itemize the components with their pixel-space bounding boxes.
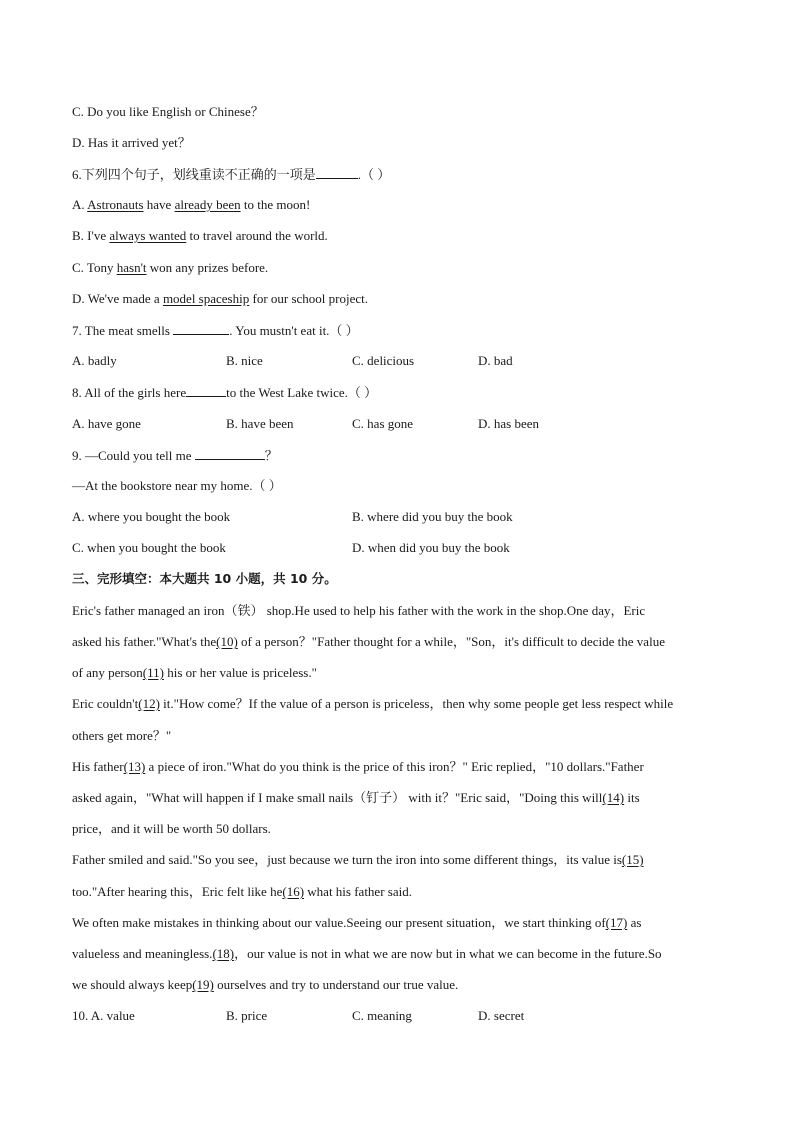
q9-answer-blank bbox=[195, 447, 265, 460]
section-3-title: 三、完形填空：本大题共 10 小题，共 10 分。 bbox=[72, 571, 337, 586]
q6-answer-blank bbox=[316, 166, 358, 179]
passage-text: asked again，"What will happen if I make small nails（钉子） with it？"Eric said，"Doing this will bbox=[72, 790, 603, 805]
q5-option-c: C. Do you like English or Chinese？ bbox=[72, 104, 264, 119]
blank-15: (15) bbox=[621, 852, 644, 867]
passage-text: of any person bbox=[72, 665, 143, 680]
blank-18: (18) bbox=[212, 946, 235, 961]
q9-stem-tail: ？ bbox=[264, 448, 278, 463]
q6-stem-bracket: .（ ） bbox=[357, 167, 391, 182]
q6-stem-text: 6.下列四个句子，划线重读不正确的一项是 bbox=[72, 167, 316, 182]
q9-option-a: A. where you bought the book bbox=[72, 509, 231, 524]
q7-stem-text: 7. The meat smells bbox=[72, 323, 174, 338]
q6-a-prefix: A. bbox=[72, 197, 88, 212]
q6-a-underlined-1: Astronauts bbox=[87, 197, 144, 212]
q8-option-a: A. have gone bbox=[72, 416, 141, 431]
blank-16: (16) bbox=[282, 884, 305, 899]
passage-text: too."After hearing this，Eric felt like he bbox=[72, 884, 283, 899]
q6-b-suffix: to travel around the world. bbox=[186, 228, 328, 243]
q6-a-middle: have bbox=[143, 197, 175, 212]
q6-option-d bbox=[72, 291, 368, 307]
q6-c-suffix: won any prizes before. bbox=[146, 260, 269, 275]
blank-14: (14) bbox=[602, 790, 625, 805]
blank-11: (11) bbox=[142, 665, 164, 680]
passage-line-2 bbox=[72, 634, 665, 650]
q6-b-underlined: always wanted bbox=[109, 228, 187, 243]
blank-12: (12) bbox=[138, 696, 160, 711]
q6-b-prefix: B. I've bbox=[72, 228, 110, 243]
passage-text: We often make mistakes in thinking about our value.Seeing our present situation，we start thinking of bbox=[72, 915, 606, 930]
q9-option-c: C. when you bought the book bbox=[72, 540, 226, 555]
blank-10: (10) bbox=[216, 634, 238, 649]
q10-option-c: C. meaning bbox=[352, 1008, 412, 1023]
passage-text: Eric couldn't bbox=[72, 696, 139, 711]
q6-option-c bbox=[72, 260, 268, 276]
passage-line-13 bbox=[72, 977, 458, 993]
q6-a-underlined-2: already been bbox=[174, 197, 241, 212]
passage-line-6 bbox=[72, 759, 644, 775]
passage-text: a piece of iron."What do you think is the price of this iron？" Eric replied，"10 dollars."Father bbox=[145, 759, 644, 774]
passage-text: His father bbox=[72, 759, 124, 774]
q8-stem bbox=[72, 384, 377, 400]
blank-17: (17) bbox=[605, 915, 628, 930]
passage-line-8: price，and it will be worth 50 dollars. bbox=[72, 821, 271, 836]
passage-text: we should always keep bbox=[72, 977, 193, 992]
passage-text: what his father said. bbox=[304, 884, 412, 899]
passage-text: it."How come？If the value of a person is priceless，then why some people get less respect while bbox=[159, 696, 674, 711]
passage-line-7 bbox=[72, 790, 640, 806]
passage-text: ourselves and try to understand our true value. bbox=[213, 977, 459, 992]
passage-text: of a person？"Father thought for a while，"Son，it's difficult to decide the value bbox=[237, 634, 665, 649]
passage-line-5: others get more？" bbox=[72, 728, 172, 743]
q6-option-a bbox=[72, 197, 310, 213]
passage-text: Father smiled and said."So you see，just because we turn the iron into some different things，its value is bbox=[72, 852, 622, 867]
q10-option-b: B. price bbox=[226, 1008, 268, 1023]
passage-line-4 bbox=[72, 696, 673, 712]
q7-option-b: B. nice bbox=[226, 353, 263, 368]
q6-d-suffix: for our school project. bbox=[249, 291, 369, 306]
passage-text: his or her value is priceless." bbox=[163, 665, 317, 680]
q7-stem-tail: . You mustn't eat it.（ ） bbox=[229, 323, 359, 338]
q8-stem-text: 8. All of the girls here bbox=[72, 385, 187, 400]
q6-c-underlined: hasn't bbox=[116, 260, 147, 275]
q8-answer-blank bbox=[186, 384, 226, 397]
q6-d-underlined: model spaceship bbox=[162, 291, 250, 306]
passage-line-12 bbox=[72, 946, 662, 962]
q6-c-prefix: C. Tony bbox=[72, 260, 117, 275]
q6-option-b bbox=[72, 228, 328, 244]
q6-a-suffix: to the moon! bbox=[240, 197, 311, 212]
passage-text: ，our value is not in what we are now but in what we can become in the future.So bbox=[234, 946, 662, 961]
q8-stem-tail: to the West Lake twice.（ ） bbox=[226, 385, 378, 400]
blank-19: (19) bbox=[192, 977, 214, 992]
q8-option-d: D. has been bbox=[478, 416, 540, 431]
passage-line-10 bbox=[72, 884, 412, 900]
q7-answer-blank bbox=[173, 322, 229, 335]
q7-stem bbox=[72, 322, 359, 338]
passage-text: asked his father."What's the bbox=[72, 634, 217, 649]
q7-option-c: C. delicious bbox=[352, 353, 415, 368]
passage-line-1: Eric's father managed an iron（铁） shop.He used to help his father with the work in the shop.One day，Eric bbox=[72, 603, 646, 618]
q7-option-a: A. badly bbox=[72, 353, 117, 368]
blank-13: (13) bbox=[123, 759, 146, 774]
passage-line-3 bbox=[72, 665, 317, 681]
passage-text: its bbox=[624, 790, 640, 805]
q9-stem-text: 9. —Could you tell me bbox=[72, 448, 195, 463]
q6-d-prefix: D. We've made a bbox=[72, 291, 163, 306]
q9-answer-line: —At the bookstore near my home.（ ） bbox=[72, 478, 282, 493]
q9-stem bbox=[72, 447, 278, 463]
q6-stem bbox=[72, 166, 390, 182]
passage-text: as bbox=[627, 915, 642, 930]
q8-option-c: C. has gone bbox=[352, 416, 414, 431]
q10-option-d: D. secret bbox=[478, 1008, 525, 1023]
passage-line-9 bbox=[72, 852, 644, 868]
passage-text: valueless and meaningless. bbox=[72, 946, 213, 961]
q8-option-b: B. have been bbox=[226, 416, 294, 431]
q9-option-b: B. where did you buy the book bbox=[352, 509, 513, 524]
passage-line-11 bbox=[72, 915, 641, 931]
q5-option-d: D. Has it arrived yet？ bbox=[72, 135, 191, 150]
q7-option-d: D. bad bbox=[478, 353, 513, 368]
q9-option-d: D. when did you buy the book bbox=[352, 540, 510, 555]
q10-option-a: 10. A. value bbox=[72, 1008, 135, 1023]
